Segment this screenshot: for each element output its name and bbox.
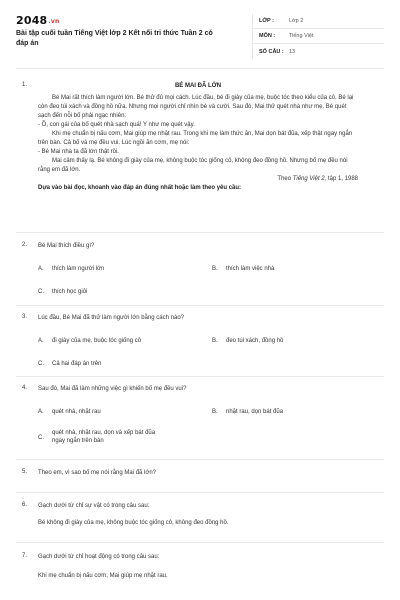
option-letter: C. xyxy=(38,435,44,441)
passage-title: BÉ MAI ĐÃ LỚN xyxy=(174,83,222,89)
question-number: 5. xyxy=(22,469,28,475)
question-text: Sau đó, Mai đã làm những việc gì khiến bố mẹ đều vui? xyxy=(38,386,187,392)
site-logo[interactable] xyxy=(16,14,59,27)
option-letter: A. xyxy=(38,338,44,344)
meta-value: Tiếng Việt xyxy=(289,33,314,39)
passage-source xyxy=(38,175,358,184)
question-text: Lúc đầu, Bé Mai đã thử làm người lớn bằng cách nào? xyxy=(38,315,184,321)
passage-paragraph: Khi mẹ chuẩn bị nấu cơm, Mai giúp mẹ nhặt rau. Trong khi mẹ làm thức ăn, Mai dọn bát đũa, xếp thật ngay ngắn trên bàn. Cả bố và mẹ đều vui. Lúc ngồi ăn cơm, mẹ nói: xyxy=(38,131,353,146)
divider xyxy=(16,305,384,306)
source-book: Tiếng Việt 2, xyxy=(292,176,327,182)
question-text: Theo em, vì sao bố mẹ nói rằng Mai đã lớn? xyxy=(38,470,156,476)
question-6-sentence xyxy=(38,520,378,526)
divider xyxy=(16,68,384,69)
option-letter: A. xyxy=(38,409,44,415)
option-text: thích học giỏi xyxy=(52,289,88,295)
option-letter: C. xyxy=(38,289,44,295)
meta-value: Lớp 2 xyxy=(289,18,304,24)
passage-paragraph: Mai cảm thấy lạ. Bé không đi giày của mẹ, không buộc tóc giống cô, không đeo đồng hồ. Nhưng bố mẹ đều nói rằng em đã lớn. xyxy=(38,158,348,173)
title-line-2: đáp án xyxy=(16,40,39,47)
passage-paragraph: - Bé Mai nhà ta đã lớn thật rồi. xyxy=(38,149,119,155)
option-text: Cả hai đáp án trên xyxy=(52,361,102,367)
question-number: 1. xyxy=(22,82,28,88)
meta-table xyxy=(252,14,384,59)
option-letter: A. xyxy=(38,266,44,272)
source-suffix: tập 1, 1988 xyxy=(327,176,358,182)
question-text: Bé Mai thích điều gì? xyxy=(38,243,95,249)
meta-row-count xyxy=(253,44,384,59)
title-line-1: Bài tập cuối tuần Tiếng Việt lớp 2 Kết nối tri thức Tuần 2 có xyxy=(16,30,213,37)
option-text xyxy=(52,429,222,445)
question-text: Gạch dưới từ chỉ hoạt động có trong câu sau: xyxy=(38,554,160,560)
question-number: 4. xyxy=(22,385,28,391)
question-text: Gạch dưới từ chỉ sự vật có trong câu sau: xyxy=(38,503,150,509)
option-text: đi giày của mẹ, buộc tóc giống cô xyxy=(52,338,142,344)
option-letter: C. xyxy=(38,361,44,367)
meta-label: LỚP : xyxy=(259,18,274,24)
question-number: 2. xyxy=(22,242,28,248)
divider xyxy=(16,459,384,460)
option-text: thích làm người lớn xyxy=(52,266,105,272)
meta-label: MÔN : xyxy=(259,33,276,39)
question-number: 6. xyxy=(22,502,28,508)
page-title xyxy=(16,29,246,49)
question-number: 7. xyxy=(22,553,28,559)
option-text-line: quét nhà, nhặt rau, dọn và xếp bát đũa xyxy=(52,430,156,436)
source-prefix: Theo xyxy=(277,176,292,182)
divider xyxy=(16,492,384,493)
question-number: 3. xyxy=(22,314,28,320)
sentence-text: Khi mẹ chuẩn bị nấu cơm, Mai giúp mẹ nhặt rau. xyxy=(38,573,168,579)
option-text: nhặt rau, dọn bát đũa xyxy=(226,409,284,415)
sentence-text: Bé không đi giày của mẹ, không buộc tóc giống cô, không đeo đồng hồ. xyxy=(38,520,229,526)
option-letter: B. xyxy=(212,338,218,344)
meta-value: 13 xyxy=(289,48,296,55)
option-letter: B. xyxy=(212,409,218,415)
option-text: đeo túi xách, đồng hồ xyxy=(226,338,284,344)
divider xyxy=(16,376,384,377)
option-letter: B. xyxy=(212,266,218,272)
logo-main: 2048 xyxy=(16,14,48,27)
meta-label: SỐ CÂU : xyxy=(259,48,284,55)
divider xyxy=(16,232,384,233)
option-text-line: ngay ngắn trên bàn xyxy=(52,438,104,444)
passage-paragraph: Bé Mai rất thích làm người lớn. Bé thử đủ mọi cách. Lúc đầu, bé đi giày của mẹ, buộc tóc theo kiểu của cô. Bé lại còn đeo túi xách và đồng hồ nữa. Nhưng mọi người chỉ nhìn bé và cười. Sau đó, Mai thử quét nhà như mẹ. Bé quét sạch đến nỗi bố phải ngạc nhiên: xyxy=(38,95,354,119)
option-text: quét nhà, nhặt rau xyxy=(52,409,101,415)
reading-passage xyxy=(38,82,358,193)
meta-row-grade xyxy=(253,14,384,29)
divider xyxy=(16,542,384,543)
meta-row-subject xyxy=(253,29,384,44)
question-7-sentence xyxy=(38,573,378,579)
logo-suffix: .vn xyxy=(48,18,60,25)
instruction-text: Dựa vào bài đọc, khoanh vào đáp án đúng nhất hoặc làm theo yêu cầu: xyxy=(38,185,242,191)
passage-paragraph: - Ồ, con gái của bố quét nhà sạch quá! Y như mẹ quét vậy. xyxy=(38,122,195,128)
option-text: thích làm việc nhà xyxy=(226,266,275,272)
